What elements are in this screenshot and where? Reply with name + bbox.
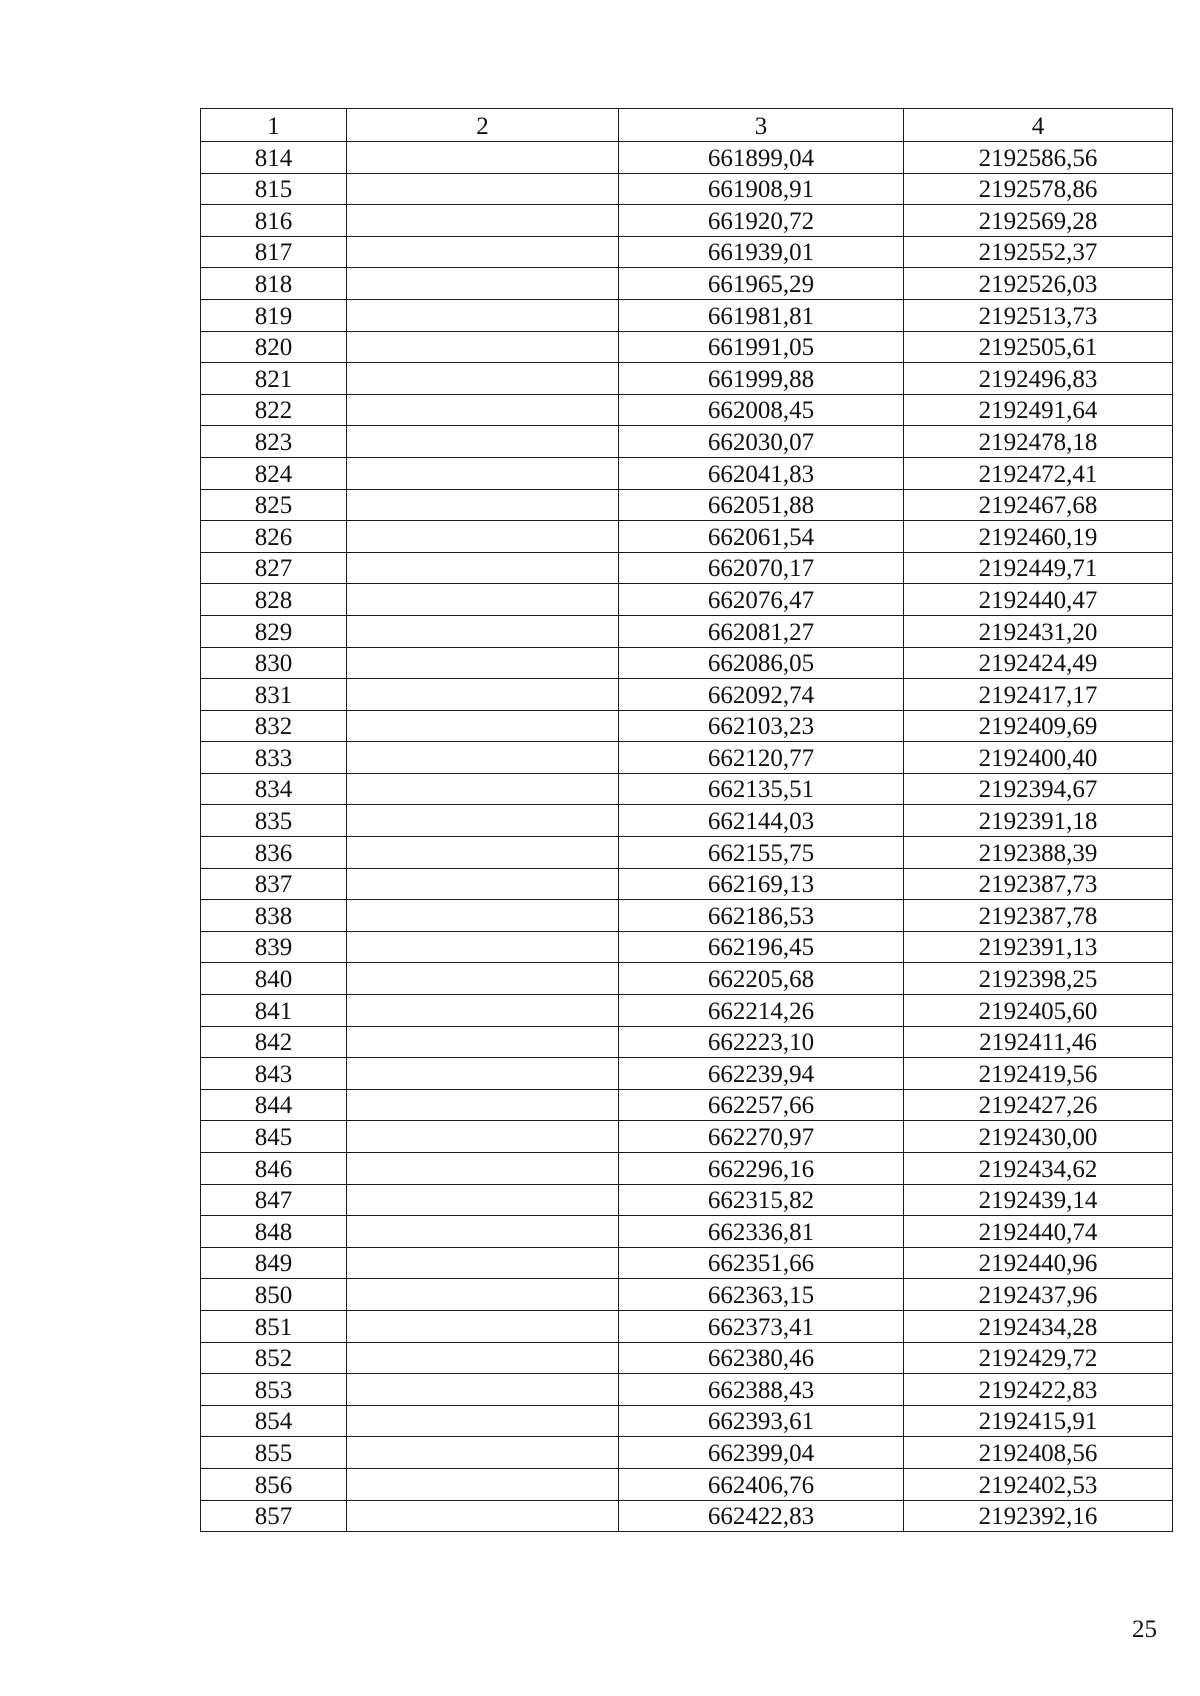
y-coordinate-cell: 2192408,56 bbox=[904, 1437, 1173, 1469]
description-cell bbox=[347, 394, 619, 426]
description-cell bbox=[347, 1342, 619, 1374]
description-cell bbox=[347, 1184, 619, 1216]
table-row bbox=[201, 1500, 1173, 1532]
table-row bbox=[201, 1089, 1173, 1121]
table-row bbox=[201, 679, 1173, 711]
y-coordinate-cell: 2192417,17 bbox=[904, 679, 1173, 711]
x-coordinate-cell: 662196,45 bbox=[619, 931, 904, 963]
description-cell bbox=[347, 1216, 619, 1248]
x-coordinate-cell: 662086,05 bbox=[619, 647, 904, 679]
x-coordinate-cell: 662373,41 bbox=[619, 1310, 904, 1342]
table-row bbox=[201, 1184, 1173, 1216]
x-coordinate-cell: 662422,83 bbox=[619, 1500, 904, 1532]
point-number-cell: 850 bbox=[201, 1279, 347, 1311]
table-row bbox=[201, 1342, 1173, 1374]
x-coordinate-cell: 662070,17 bbox=[619, 552, 904, 584]
y-coordinate-cell: 2192491,64 bbox=[904, 394, 1173, 426]
description-cell bbox=[347, 1026, 619, 1058]
point-number-cell: 830 bbox=[201, 647, 347, 679]
y-coordinate-cell: 2192505,61 bbox=[904, 331, 1173, 363]
y-coordinate-cell: 2192552,37 bbox=[904, 236, 1173, 268]
x-coordinate-cell: 662030,07 bbox=[619, 426, 904, 458]
table-row bbox=[201, 457, 1173, 489]
table-row bbox=[201, 142, 1173, 174]
table-row bbox=[201, 1153, 1173, 1185]
x-coordinate-cell: 662315,82 bbox=[619, 1184, 904, 1216]
x-coordinate-cell: 662076,47 bbox=[619, 584, 904, 616]
description-cell bbox=[347, 615, 619, 647]
table-row bbox=[201, 1058, 1173, 1090]
column-header-4: 4 bbox=[904, 109, 1173, 142]
x-coordinate-cell: 661920,72 bbox=[619, 205, 904, 237]
description-cell bbox=[347, 931, 619, 963]
point-number-cell: 842 bbox=[201, 1026, 347, 1058]
x-coordinate-cell: 662103,23 bbox=[619, 710, 904, 742]
table-header bbox=[201, 109, 1173, 142]
table-row bbox=[201, 1374, 1173, 1406]
table-row bbox=[201, 615, 1173, 647]
y-coordinate-cell: 2192419,56 bbox=[904, 1058, 1173, 1090]
coordinates-table bbox=[200, 108, 1173, 1532]
y-coordinate-cell: 2192405,60 bbox=[904, 995, 1173, 1027]
point-number-cell: 848 bbox=[201, 1216, 347, 1248]
table-row bbox=[201, 584, 1173, 616]
y-coordinate-cell: 2192496,83 bbox=[904, 363, 1173, 395]
description-cell bbox=[347, 299, 619, 331]
point-number-cell: 847 bbox=[201, 1184, 347, 1216]
y-coordinate-cell: 2192440,96 bbox=[904, 1247, 1173, 1279]
y-coordinate-cell: 2192437,96 bbox=[904, 1279, 1173, 1311]
y-coordinate-cell: 2192429,72 bbox=[904, 1342, 1173, 1374]
description-cell bbox=[347, 426, 619, 458]
table-row bbox=[201, 299, 1173, 331]
table-row bbox=[201, 1216, 1173, 1248]
table-row bbox=[201, 773, 1173, 805]
point-number-cell: 816 bbox=[201, 205, 347, 237]
x-coordinate-cell: 662270,97 bbox=[619, 1121, 904, 1153]
x-coordinate-cell: 661939,01 bbox=[619, 236, 904, 268]
x-coordinate-cell: 662296,16 bbox=[619, 1153, 904, 1185]
y-coordinate-cell: 2192387,73 bbox=[904, 868, 1173, 900]
x-coordinate-cell: 662144,03 bbox=[619, 805, 904, 837]
table-row bbox=[201, 205, 1173, 237]
table-row bbox=[201, 837, 1173, 869]
description-cell bbox=[347, 868, 619, 900]
x-coordinate-cell: 661991,05 bbox=[619, 331, 904, 363]
table-row bbox=[201, 552, 1173, 584]
y-coordinate-cell: 2192391,13 bbox=[904, 931, 1173, 963]
description-cell bbox=[347, 710, 619, 742]
point-number-cell: 822 bbox=[201, 394, 347, 426]
point-number-cell: 836 bbox=[201, 837, 347, 869]
point-number-cell: 829 bbox=[201, 615, 347, 647]
description-cell bbox=[347, 963, 619, 995]
table-row bbox=[201, 742, 1173, 774]
table-row bbox=[201, 394, 1173, 426]
description-cell bbox=[347, 1310, 619, 1342]
x-coordinate-cell: 662351,66 bbox=[619, 1247, 904, 1279]
description-cell bbox=[347, 457, 619, 489]
description-cell bbox=[347, 236, 619, 268]
x-coordinate-cell: 662336,81 bbox=[619, 1216, 904, 1248]
point-number-cell: 839 bbox=[201, 931, 347, 963]
point-number-cell: 817 bbox=[201, 236, 347, 268]
x-coordinate-cell: 661908,91 bbox=[619, 173, 904, 205]
description-cell bbox=[347, 679, 619, 711]
y-coordinate-cell: 2192449,71 bbox=[904, 552, 1173, 584]
description-cell bbox=[347, 1279, 619, 1311]
x-coordinate-cell: 662041,83 bbox=[619, 457, 904, 489]
description-cell bbox=[347, 995, 619, 1027]
description-cell bbox=[347, 205, 619, 237]
y-coordinate-cell: 2192394,67 bbox=[904, 773, 1173, 805]
description-cell bbox=[347, 1374, 619, 1406]
point-number-cell: 815 bbox=[201, 173, 347, 205]
x-coordinate-cell: 662135,51 bbox=[619, 773, 904, 805]
y-coordinate-cell: 2192427,26 bbox=[904, 1089, 1173, 1121]
table-row bbox=[201, 1468, 1173, 1500]
table-row bbox=[201, 268, 1173, 300]
point-number-cell: 821 bbox=[201, 363, 347, 395]
table-row bbox=[201, 331, 1173, 363]
table-row bbox=[201, 963, 1173, 995]
point-number-cell: 841 bbox=[201, 995, 347, 1027]
description-cell bbox=[347, 742, 619, 774]
x-coordinate-cell: 661965,29 bbox=[619, 268, 904, 300]
y-coordinate-cell: 2192398,25 bbox=[904, 963, 1173, 995]
y-coordinate-cell: 2192422,83 bbox=[904, 1374, 1173, 1406]
x-coordinate-cell: 661899,04 bbox=[619, 142, 904, 174]
y-coordinate-cell: 2192392,16 bbox=[904, 1500, 1173, 1532]
x-coordinate-cell: 662186,53 bbox=[619, 900, 904, 932]
y-coordinate-cell: 2192440,47 bbox=[904, 584, 1173, 616]
table-row bbox=[201, 931, 1173, 963]
point-number-cell: 854 bbox=[201, 1405, 347, 1437]
y-coordinate-cell: 2192439,14 bbox=[904, 1184, 1173, 1216]
table-row bbox=[201, 1437, 1173, 1469]
x-coordinate-cell: 662393,61 bbox=[619, 1405, 904, 1437]
description-cell bbox=[347, 268, 619, 300]
point-number-cell: 838 bbox=[201, 900, 347, 932]
y-coordinate-cell: 2192460,19 bbox=[904, 521, 1173, 553]
description-cell bbox=[347, 900, 619, 932]
y-coordinate-cell: 2192391,18 bbox=[904, 805, 1173, 837]
y-coordinate-cell: 2192387,78 bbox=[904, 900, 1173, 932]
point-number-cell: 844 bbox=[201, 1089, 347, 1121]
point-number-cell: 855 bbox=[201, 1437, 347, 1469]
point-number-cell: 851 bbox=[201, 1310, 347, 1342]
point-number-cell: 857 bbox=[201, 1500, 347, 1532]
point-number-cell: 819 bbox=[201, 299, 347, 331]
y-coordinate-cell: 2192569,28 bbox=[904, 205, 1173, 237]
x-coordinate-cell: 662081,27 bbox=[619, 615, 904, 647]
point-number-cell: 833 bbox=[201, 742, 347, 774]
point-number-cell: 824 bbox=[201, 457, 347, 489]
x-coordinate-cell: 662008,45 bbox=[619, 394, 904, 426]
y-coordinate-cell: 2192415,91 bbox=[904, 1405, 1173, 1437]
table-row bbox=[201, 900, 1173, 932]
table-row bbox=[201, 1310, 1173, 1342]
point-number-cell: 849 bbox=[201, 1247, 347, 1279]
x-coordinate-cell: 662155,75 bbox=[619, 837, 904, 869]
y-coordinate-cell: 2192586,56 bbox=[904, 142, 1173, 174]
y-coordinate-cell: 2192440,74 bbox=[904, 1216, 1173, 1248]
y-coordinate-cell: 2192513,73 bbox=[904, 299, 1173, 331]
description-cell bbox=[347, 584, 619, 616]
y-coordinate-cell: 2192409,69 bbox=[904, 710, 1173, 742]
x-coordinate-cell: 662169,13 bbox=[619, 868, 904, 900]
description-cell bbox=[347, 647, 619, 679]
description-cell bbox=[347, 331, 619, 363]
column-header-1: 1 bbox=[201, 109, 347, 142]
column-header-2: 2 bbox=[347, 109, 619, 142]
table-row bbox=[201, 1279, 1173, 1311]
y-coordinate-cell: 2192478,18 bbox=[904, 426, 1173, 458]
y-coordinate-cell: 2192467,68 bbox=[904, 489, 1173, 521]
description-cell bbox=[347, 142, 619, 174]
table-row bbox=[201, 995, 1173, 1027]
point-number-cell: 837 bbox=[201, 868, 347, 900]
description-cell bbox=[347, 773, 619, 805]
point-number-cell: 831 bbox=[201, 679, 347, 711]
point-number-cell: 856 bbox=[201, 1468, 347, 1500]
description-cell bbox=[347, 1500, 619, 1532]
point-number-cell: 814 bbox=[201, 142, 347, 174]
y-coordinate-cell: 2192431,20 bbox=[904, 615, 1173, 647]
description-cell bbox=[347, 1437, 619, 1469]
x-coordinate-cell: 662092,74 bbox=[619, 679, 904, 711]
point-number-cell: 845 bbox=[201, 1121, 347, 1153]
table-row bbox=[201, 710, 1173, 742]
x-coordinate-cell: 662214,26 bbox=[619, 995, 904, 1027]
description-cell bbox=[347, 837, 619, 869]
x-coordinate-cell: 662061,54 bbox=[619, 521, 904, 553]
table-row bbox=[201, 805, 1173, 837]
description-cell bbox=[347, 805, 619, 837]
point-number-cell: 823 bbox=[201, 426, 347, 458]
y-coordinate-cell: 2192526,03 bbox=[904, 268, 1173, 300]
x-coordinate-cell: 661999,88 bbox=[619, 363, 904, 395]
point-number-cell: 827 bbox=[201, 552, 347, 584]
point-number-cell: 843 bbox=[201, 1058, 347, 1090]
x-coordinate-cell: 662239,94 bbox=[619, 1058, 904, 1090]
x-coordinate-cell: 662388,43 bbox=[619, 1374, 904, 1406]
point-number-cell: 820 bbox=[201, 331, 347, 363]
point-number-cell: 835 bbox=[201, 805, 347, 837]
table-row bbox=[201, 1026, 1173, 1058]
y-coordinate-cell: 2192424,49 bbox=[904, 647, 1173, 679]
point-number-cell: 840 bbox=[201, 963, 347, 995]
description-cell bbox=[347, 1153, 619, 1185]
table-row bbox=[201, 1405, 1173, 1437]
column-header-3: 3 bbox=[619, 109, 904, 142]
y-coordinate-cell: 2192400,40 bbox=[904, 742, 1173, 774]
table-row bbox=[201, 647, 1173, 679]
description-cell bbox=[347, 1058, 619, 1090]
description-cell bbox=[347, 1121, 619, 1153]
x-coordinate-cell: 662257,66 bbox=[619, 1089, 904, 1121]
x-coordinate-cell: 662399,04 bbox=[619, 1437, 904, 1469]
table-row bbox=[201, 1247, 1173, 1279]
y-coordinate-cell: 2192434,62 bbox=[904, 1153, 1173, 1185]
point-number-cell: 818 bbox=[201, 268, 347, 300]
point-number-cell: 834 bbox=[201, 773, 347, 805]
description-cell bbox=[347, 1089, 619, 1121]
y-coordinate-cell: 2192472,41 bbox=[904, 457, 1173, 489]
x-coordinate-cell: 662223,10 bbox=[619, 1026, 904, 1058]
x-coordinate-cell: 661981,81 bbox=[619, 299, 904, 331]
x-coordinate-cell: 662051,88 bbox=[619, 489, 904, 521]
y-coordinate-cell: 2192388,39 bbox=[904, 837, 1173, 869]
x-coordinate-cell: 662380,46 bbox=[619, 1342, 904, 1374]
y-coordinate-cell: 2192430,00 bbox=[904, 1121, 1173, 1153]
y-coordinate-cell: 2192402,53 bbox=[904, 1468, 1173, 1500]
header-row bbox=[201, 109, 1173, 142]
table-body bbox=[201, 142, 1173, 1532]
description-cell bbox=[347, 1405, 619, 1437]
point-number-cell: 825 bbox=[201, 489, 347, 521]
description-cell bbox=[347, 521, 619, 553]
point-number-cell: 853 bbox=[201, 1374, 347, 1406]
table-row bbox=[201, 489, 1173, 521]
table-row bbox=[201, 521, 1173, 553]
point-number-cell: 846 bbox=[201, 1153, 347, 1185]
point-number-cell: 832 bbox=[201, 710, 347, 742]
table-row bbox=[201, 1121, 1173, 1153]
point-number-cell: 828 bbox=[201, 584, 347, 616]
table-row bbox=[201, 363, 1173, 395]
description-cell bbox=[347, 489, 619, 521]
description-cell bbox=[347, 173, 619, 205]
table-row bbox=[201, 173, 1173, 205]
table-row bbox=[201, 426, 1173, 458]
x-coordinate-cell: 662406,76 bbox=[619, 1468, 904, 1500]
table-row bbox=[201, 868, 1173, 900]
y-coordinate-cell: 2192411,46 bbox=[904, 1026, 1173, 1058]
table-row bbox=[201, 236, 1173, 268]
description-cell bbox=[347, 552, 619, 584]
x-coordinate-cell: 662120,77 bbox=[619, 742, 904, 774]
description-cell bbox=[347, 1247, 619, 1279]
page-number: 25 bbox=[1132, 1616, 1157, 1643]
x-coordinate-cell: 662363,15 bbox=[619, 1279, 904, 1311]
y-coordinate-cell: 2192434,28 bbox=[904, 1310, 1173, 1342]
point-number-cell: 852 bbox=[201, 1342, 347, 1374]
description-cell bbox=[347, 1468, 619, 1500]
description-cell bbox=[347, 363, 619, 395]
x-coordinate-cell: 662205,68 bbox=[619, 963, 904, 995]
y-coordinate-cell: 2192578,86 bbox=[904, 173, 1173, 205]
point-number-cell: 826 bbox=[201, 521, 347, 553]
